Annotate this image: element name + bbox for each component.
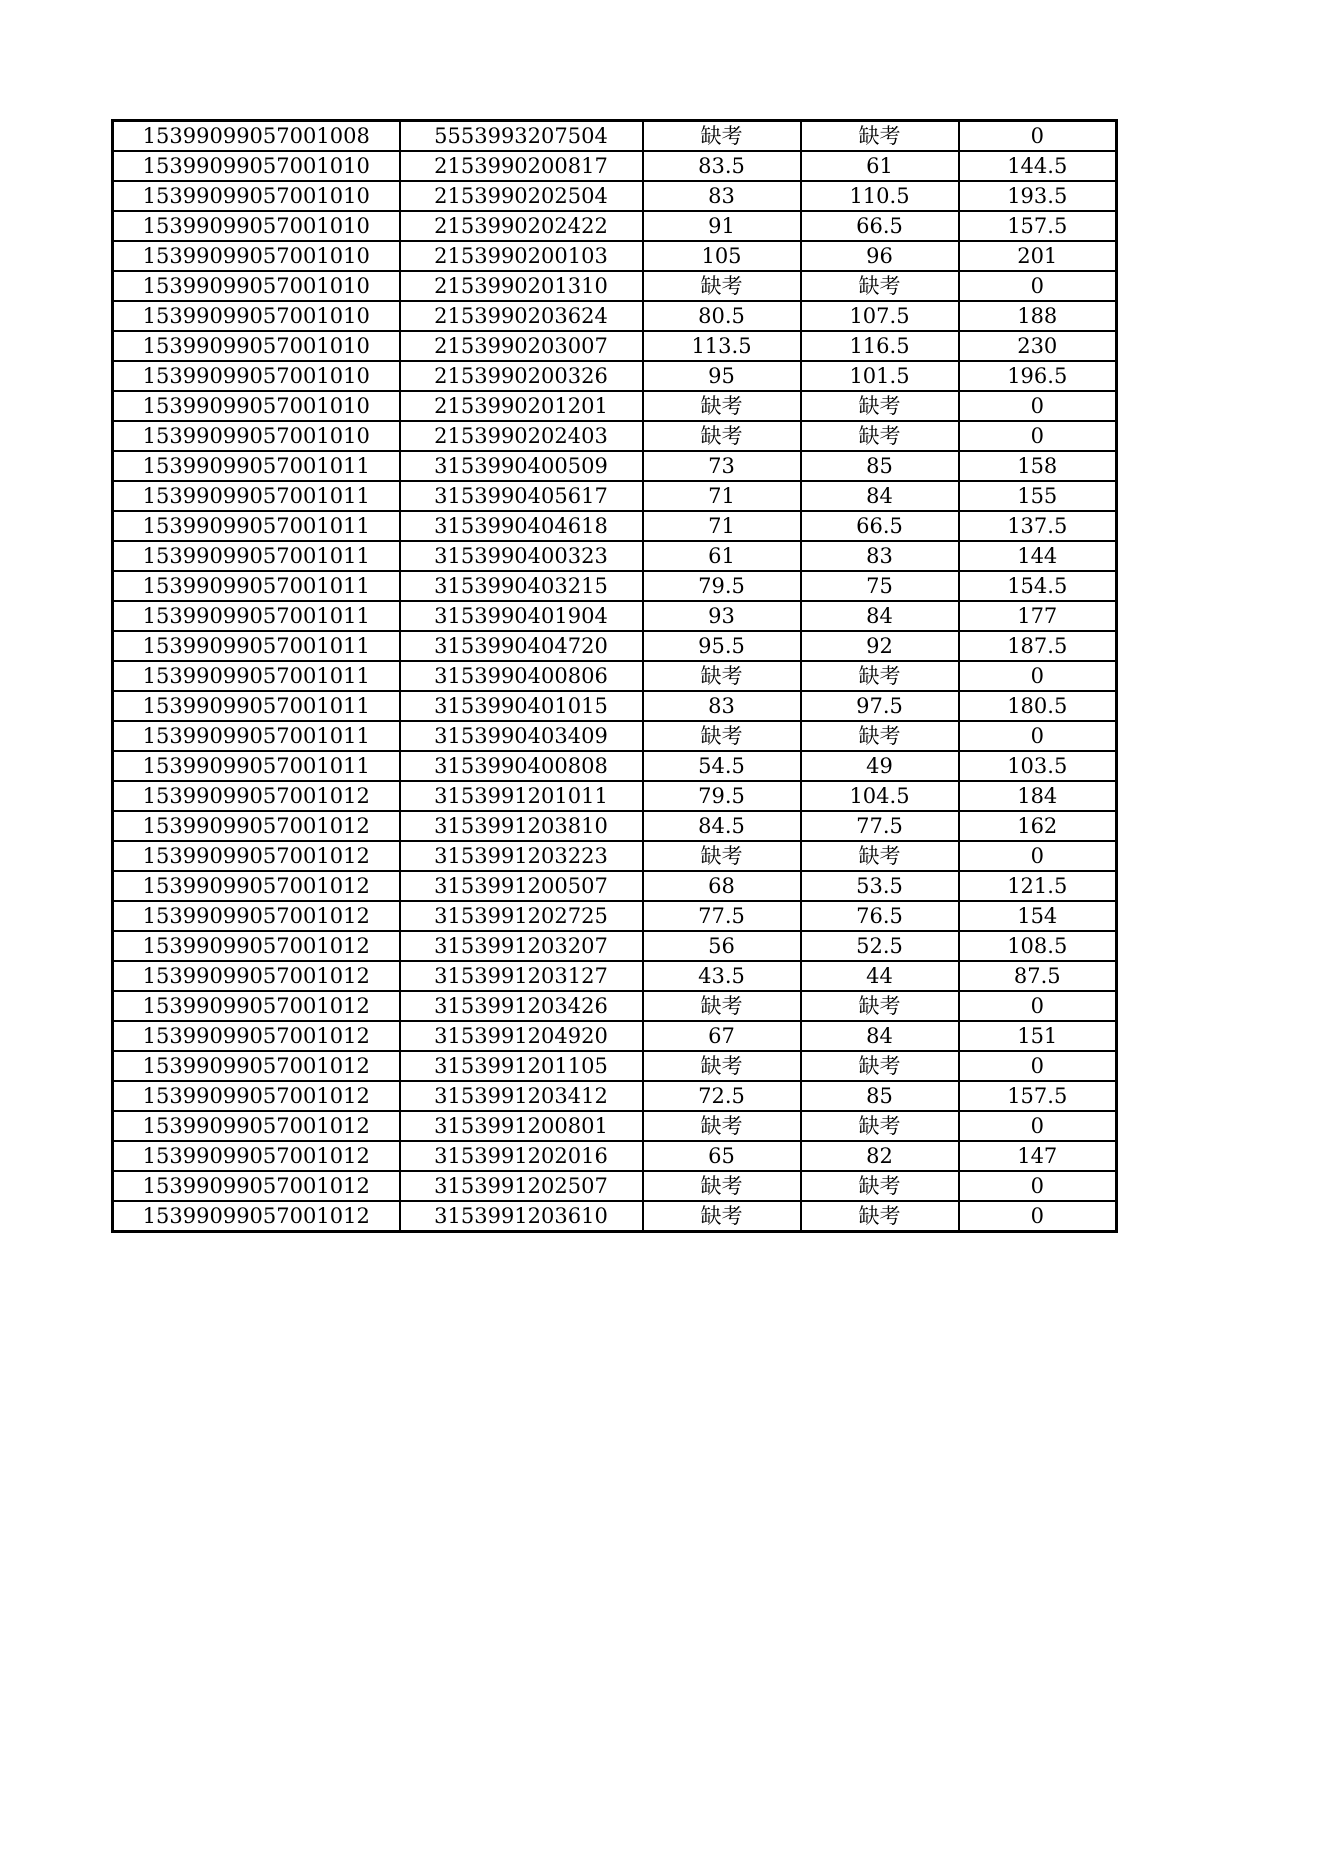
ticket-number-cell: 3153991200801 <box>400 1111 643 1141</box>
subject-two-score-cell: 61 <box>801 151 959 181</box>
table-row <box>113 961 1117 991</box>
total-score-cell: 0 <box>959 1201 1117 1232</box>
subject-two-score-cell: 84 <box>801 601 959 631</box>
table-row <box>113 631 1117 661</box>
position-code-cell: 15399099057001012 <box>113 991 400 1021</box>
position-code-cell: 15399099057001012 <box>113 1021 400 1051</box>
position-code-cell: 15399099057001011 <box>113 631 400 661</box>
table-row <box>113 121 1117 152</box>
ticket-number-cell: 3153991203610 <box>400 1201 643 1232</box>
subject-one-score-cell: 91 <box>643 211 801 241</box>
total-score-cell: 121.5 <box>959 871 1117 901</box>
position-code-cell: 15399099057001012 <box>113 1081 400 1111</box>
subject-two-score-cell: 110.5 <box>801 181 959 211</box>
table-row <box>113 1201 1117 1232</box>
subject-two-score-cell: 96 <box>801 241 959 271</box>
subject-one-score-cell: 54.5 <box>643 751 801 781</box>
position-code-cell: 15399099057001012 <box>113 811 400 841</box>
subject-one-score-cell: 93 <box>643 601 801 631</box>
total-score-cell: 0 <box>959 661 1117 691</box>
subject-one-score-cell: 79.5 <box>643 781 801 811</box>
table-row <box>113 751 1117 781</box>
table-row <box>113 331 1117 361</box>
subject-two-score-cell: 缺考 <box>801 421 959 451</box>
position-code-cell: 15399099057001012 <box>113 871 400 901</box>
subject-one-score-cell: 68 <box>643 871 801 901</box>
ticket-number-cell: 2153990200103 <box>400 241 643 271</box>
subject-two-score-cell: 92 <box>801 631 959 661</box>
position-code-cell: 15399099057001011 <box>113 661 400 691</box>
position-code-cell: 15399099057001012 <box>113 931 400 961</box>
ticket-number-cell: 3153991203810 <box>400 811 643 841</box>
subject-one-score-cell: 56 <box>643 931 801 961</box>
table-row <box>113 781 1117 811</box>
subject-two-score-cell: 缺考 <box>801 1111 959 1141</box>
subject-two-score-cell: 缺考 <box>801 1051 959 1081</box>
table-row <box>113 841 1117 871</box>
subject-two-score-cell: 84 <box>801 1021 959 1051</box>
table-row <box>113 721 1117 751</box>
subject-two-score-cell: 缺考 <box>801 841 959 871</box>
table-row <box>113 1081 1117 1111</box>
position-code-cell: 15399099057001010 <box>113 271 400 301</box>
subject-two-score-cell: 53.5 <box>801 871 959 901</box>
subject-one-score-cell: 83 <box>643 691 801 721</box>
subject-two-score-cell: 缺考 <box>801 991 959 1021</box>
subject-two-score-cell: 75 <box>801 571 959 601</box>
total-score-cell: 201 <box>959 241 1117 271</box>
table-row <box>113 151 1117 181</box>
position-code-cell: 15399099057001011 <box>113 751 400 781</box>
subject-one-score-cell: 缺考 <box>643 841 801 871</box>
position-code-cell: 15399099057001010 <box>113 361 400 391</box>
ticket-number-cell: 3153991201011 <box>400 781 643 811</box>
subject-one-score-cell: 43.5 <box>643 961 801 991</box>
subject-two-score-cell: 缺考 <box>801 661 959 691</box>
position-code-cell: 15399099057001012 <box>113 901 400 931</box>
position-code-cell: 15399099057001012 <box>113 961 400 991</box>
subject-one-score-cell: 缺考 <box>643 721 801 751</box>
total-score-cell: 0 <box>959 391 1117 421</box>
ticket-number-cell: 3153991202016 <box>400 1141 643 1171</box>
table-row <box>113 1111 1117 1141</box>
ticket-number-cell: 3153990405617 <box>400 481 643 511</box>
ticket-number-cell: 2153990202422 <box>400 211 643 241</box>
table-row <box>113 541 1117 571</box>
table-row <box>113 271 1117 301</box>
subject-two-score-cell: 44 <box>801 961 959 991</box>
subject-one-score-cell: 84.5 <box>643 811 801 841</box>
ticket-number-cell: 2153990200326 <box>400 361 643 391</box>
total-score-cell: 87.5 <box>959 961 1117 991</box>
subject-one-score-cell: 95 <box>643 361 801 391</box>
subject-one-score-cell: 105 <box>643 241 801 271</box>
ticket-number-cell: 3153991203223 <box>400 841 643 871</box>
table-row <box>113 391 1117 421</box>
total-score-cell: 0 <box>959 1111 1117 1141</box>
total-score-cell: 0 <box>959 841 1117 871</box>
subject-one-score-cell: 缺考 <box>643 121 801 152</box>
table-row <box>113 811 1117 841</box>
subject-two-score-cell: 缺考 <box>801 271 959 301</box>
position-code-cell: 15399099057001012 <box>113 841 400 871</box>
total-score-cell: 108.5 <box>959 931 1117 961</box>
subject-one-score-cell: 73 <box>643 451 801 481</box>
table-row <box>113 421 1117 451</box>
total-score-cell: 230 <box>959 331 1117 361</box>
table-row <box>113 481 1117 511</box>
subject-one-score-cell: 缺考 <box>643 271 801 301</box>
subject-one-score-cell: 缺考 <box>643 421 801 451</box>
total-score-cell: 147 <box>959 1141 1117 1171</box>
total-score-cell: 0 <box>959 721 1117 751</box>
total-score-cell: 188 <box>959 301 1117 331</box>
subject-two-score-cell: 107.5 <box>801 301 959 331</box>
ticket-number-cell: 2153990201310 <box>400 271 643 301</box>
total-score-cell: 0 <box>959 1051 1117 1081</box>
table-row <box>113 181 1117 211</box>
position-code-cell: 15399099057001012 <box>113 781 400 811</box>
table-row <box>113 1171 1117 1201</box>
table-row <box>113 361 1117 391</box>
subject-one-score-cell: 61 <box>643 541 801 571</box>
total-score-cell: 154 <box>959 901 1117 931</box>
subject-two-score-cell: 104.5 <box>801 781 959 811</box>
total-score-cell: 154.5 <box>959 571 1117 601</box>
position-code-cell: 15399099057001010 <box>113 391 400 421</box>
table-row <box>113 1021 1117 1051</box>
total-score-cell: 103.5 <box>959 751 1117 781</box>
ticket-number-cell: 3153990400808 <box>400 751 643 781</box>
position-code-cell: 15399099057001011 <box>113 571 400 601</box>
position-code-cell: 15399099057001012 <box>113 1171 400 1201</box>
ticket-number-cell: 3153991202507 <box>400 1171 643 1201</box>
subject-one-score-cell: 缺考 <box>643 1201 801 1232</box>
position-code-cell: 15399099057001011 <box>113 721 400 751</box>
table-row <box>113 901 1117 931</box>
table-row <box>113 601 1117 631</box>
score-table-body <box>113 121 1117 1232</box>
total-score-cell: 184 <box>959 781 1117 811</box>
total-score-cell: 196.5 <box>959 361 1117 391</box>
position-code-cell: 15399099057001011 <box>113 451 400 481</box>
ticket-number-cell: 3153991203127 <box>400 961 643 991</box>
subject-one-score-cell: 缺考 <box>643 1051 801 1081</box>
subject-two-score-cell: 66.5 <box>801 511 959 541</box>
subject-two-score-cell: 缺考 <box>801 121 959 152</box>
subject-two-score-cell: 缺考 <box>801 1171 959 1201</box>
table-row <box>113 301 1117 331</box>
subject-two-score-cell: 82 <box>801 1141 959 1171</box>
total-score-cell: 0 <box>959 421 1117 451</box>
subject-two-score-cell: 83 <box>801 541 959 571</box>
total-score-cell: 144.5 <box>959 151 1117 181</box>
subject-one-score-cell: 113.5 <box>643 331 801 361</box>
subject-two-score-cell: 缺考 <box>801 1201 959 1232</box>
position-code-cell: 15399099057001011 <box>113 541 400 571</box>
ticket-number-cell: 3153990403215 <box>400 571 643 601</box>
ticket-number-cell: 3153990401904 <box>400 601 643 631</box>
position-code-cell: 15399099057001012 <box>113 1111 400 1141</box>
ticket-number-cell: 2153990202403 <box>400 421 643 451</box>
position-code-cell: 15399099057001010 <box>113 151 400 181</box>
total-score-cell: 0 <box>959 121 1117 152</box>
position-code-cell: 15399099057001011 <box>113 511 400 541</box>
total-score-cell: 157.5 <box>959 1081 1117 1111</box>
ticket-number-cell: 3153990403409 <box>400 721 643 751</box>
subject-two-score-cell: 49 <box>801 751 959 781</box>
ticket-number-cell: 3153991202725 <box>400 901 643 931</box>
subject-one-score-cell: 77.5 <box>643 901 801 931</box>
ticket-number-cell: 5553993207504 <box>400 121 643 152</box>
subject-one-score-cell: 缺考 <box>643 391 801 421</box>
position-code-cell: 15399099057001010 <box>113 181 400 211</box>
total-score-cell: 151 <box>959 1021 1117 1051</box>
table-row <box>113 661 1117 691</box>
subject-one-score-cell: 缺考 <box>643 1171 801 1201</box>
table-row <box>113 691 1117 721</box>
total-score-cell: 187.5 <box>959 631 1117 661</box>
total-score-cell: 155 <box>959 481 1117 511</box>
ticket-number-cell: 3153990401015 <box>400 691 643 721</box>
subject-one-score-cell: 79.5 <box>643 571 801 601</box>
ticket-number-cell: 3153990400509 <box>400 451 643 481</box>
ticket-number-cell: 3153991203207 <box>400 931 643 961</box>
table-row <box>113 451 1117 481</box>
position-code-cell: 15399099057001010 <box>113 301 400 331</box>
subject-two-score-cell: 76.5 <box>801 901 959 931</box>
table-row <box>113 1141 1117 1171</box>
subject-one-score-cell: 71 <box>643 511 801 541</box>
total-score-cell: 157.5 <box>959 211 1117 241</box>
table-row <box>113 871 1117 901</box>
subject-one-score-cell: 83.5 <box>643 151 801 181</box>
position-code-cell: 15399099057001010 <box>113 211 400 241</box>
ticket-number-cell: 3153990404618 <box>400 511 643 541</box>
table-row <box>113 511 1117 541</box>
total-score-cell: 180.5 <box>959 691 1117 721</box>
total-score-cell: 0 <box>959 991 1117 1021</box>
ticket-number-cell: 2153990200817 <box>400 151 643 181</box>
subject-one-score-cell: 83 <box>643 181 801 211</box>
position-code-cell: 15399099057001008 <box>113 121 400 152</box>
ticket-number-cell: 2153990203007 <box>400 331 643 361</box>
ticket-number-cell: 2153990201201 <box>400 391 643 421</box>
ticket-number-cell: 3153990404720 <box>400 631 643 661</box>
total-score-cell: 0 <box>959 1171 1117 1201</box>
subject-one-score-cell: 缺考 <box>643 991 801 1021</box>
position-code-cell: 15399099057001010 <box>113 421 400 451</box>
subject-two-score-cell: 52.5 <box>801 931 959 961</box>
ticket-number-cell: 3153991201105 <box>400 1051 643 1081</box>
table-row <box>113 931 1117 961</box>
table-row <box>113 241 1117 271</box>
total-score-cell: 177 <box>959 601 1117 631</box>
total-score-cell: 144 <box>959 541 1117 571</box>
position-code-cell: 15399099057001012 <box>113 1141 400 1171</box>
subject-two-score-cell: 缺考 <box>801 391 959 421</box>
position-code-cell: 15399099057001010 <box>113 331 400 361</box>
ticket-number-cell: 3153991200507 <box>400 871 643 901</box>
ticket-number-cell: 3153991204920 <box>400 1021 643 1051</box>
subject-one-score-cell: 72.5 <box>643 1081 801 1111</box>
subject-one-score-cell: 67 <box>643 1021 801 1051</box>
total-score-cell: 158 <box>959 451 1117 481</box>
position-code-cell: 15399099057001011 <box>113 601 400 631</box>
table-row <box>113 211 1117 241</box>
total-score-cell: 137.5 <box>959 511 1117 541</box>
subject-one-score-cell: 65 <box>643 1141 801 1171</box>
subject-two-score-cell: 85 <box>801 1081 959 1111</box>
ticket-number-cell: 3153990400806 <box>400 661 643 691</box>
subject-two-score-cell: 77.5 <box>801 811 959 841</box>
position-code-cell: 15399099057001012 <box>113 1201 400 1232</box>
subject-one-score-cell: 95.5 <box>643 631 801 661</box>
total-score-cell: 162 <box>959 811 1117 841</box>
ticket-number-cell: 2153990202504 <box>400 181 643 211</box>
subject-one-score-cell: 缺考 <box>643 1111 801 1141</box>
subject-two-score-cell: 缺考 <box>801 721 959 751</box>
position-code-cell: 15399099057001012 <box>113 1051 400 1081</box>
ticket-number-cell: 3153990400323 <box>400 541 643 571</box>
ticket-number-cell: 3153991203412 <box>400 1081 643 1111</box>
table-row <box>113 1051 1117 1081</box>
score-table <box>111 119 1118 1233</box>
subject-two-score-cell: 66.5 <box>801 211 959 241</box>
position-code-cell: 15399099057001011 <box>113 691 400 721</box>
ticket-number-cell: 2153990203624 <box>400 301 643 331</box>
subject-two-score-cell: 97.5 <box>801 691 959 721</box>
total-score-cell: 0 <box>959 271 1117 301</box>
subject-one-score-cell: 71 <box>643 481 801 511</box>
total-score-cell: 193.5 <box>959 181 1117 211</box>
subject-two-score-cell: 116.5 <box>801 331 959 361</box>
subject-two-score-cell: 85 <box>801 451 959 481</box>
subject-two-score-cell: 101.5 <box>801 361 959 391</box>
subject-one-score-cell: 缺考 <box>643 661 801 691</box>
position-code-cell: 15399099057001011 <box>113 481 400 511</box>
subject-one-score-cell: 80.5 <box>643 301 801 331</box>
subject-two-score-cell: 84 <box>801 481 959 511</box>
position-code-cell: 15399099057001010 <box>113 241 400 271</box>
table-row <box>113 991 1117 1021</box>
table-row <box>113 571 1117 601</box>
ticket-number-cell: 3153991203426 <box>400 991 643 1021</box>
